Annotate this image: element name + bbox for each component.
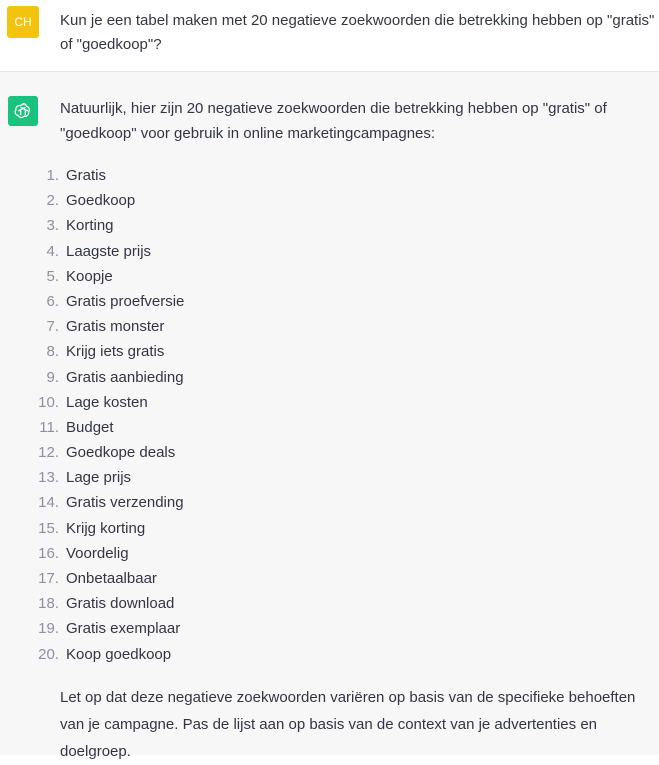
assistant-intro-text: Natuurlijk, hier zijn 20 negatieve zoekwoorden die betrekking hebben op "gratis" of "goedkoop" voor gebruik in online marketingcampagnes: xyxy=(60,100,607,142)
keyword-list xyxy=(0,163,659,667)
user-message-row xyxy=(0,0,659,72)
list-item-label: Goedkope deals xyxy=(66,444,176,462)
list-item-number: 12. xyxy=(38,444,59,462)
list-item-label: Krijg korting xyxy=(66,519,146,537)
list-item-number: 7. xyxy=(46,318,59,336)
list-item-label: Lage kosten xyxy=(66,393,148,411)
list-item-label: Gratis xyxy=(66,167,107,184)
list-item xyxy=(0,289,659,314)
list-item xyxy=(0,213,659,238)
list-item-number: 9. xyxy=(46,368,59,386)
list-item-number: 16. xyxy=(38,544,59,562)
list-item xyxy=(0,566,659,591)
list-item-label: Korting xyxy=(66,217,114,235)
list-item-label: Krijg iets gratis xyxy=(66,343,165,361)
user-message-text: Kun je een tabel maken met 20 negatieve zoekwoorden die betrekking hebben op "gratis" of "goedkoop"? xyxy=(60,12,655,53)
list-item-label: Gratis proefversie xyxy=(66,292,185,310)
assistant-outro-text: Let op dat deze negatieve zoekwoorden variëren op basis van de specifieke behoeften van je campagne. Pas de lijst aan op basis van de context van je advertenties en doelgroep. xyxy=(60,689,636,760)
list-item-number: 8. xyxy=(46,343,59,361)
user-avatar: CH xyxy=(7,6,39,38)
list-item-number: 19. xyxy=(38,620,59,638)
list-item-label: Koop goedkoop xyxy=(66,645,172,663)
list-item xyxy=(0,465,659,490)
list-item-label: Goedkoop xyxy=(66,192,136,210)
list-item xyxy=(0,490,659,515)
list-item xyxy=(0,339,659,364)
list-item-label: Voordelig xyxy=(66,544,129,562)
list-item xyxy=(0,239,659,264)
list-item-number: 2. xyxy=(46,192,59,210)
list-item-number: 13. xyxy=(38,469,59,487)
list-item-number: 18. xyxy=(38,595,59,613)
list-item-label: Lage prijs xyxy=(66,469,132,487)
list-item-number: 6. xyxy=(46,292,59,310)
openai-logo-icon xyxy=(13,101,33,121)
assistant-avatar xyxy=(8,96,38,126)
list-item xyxy=(0,642,659,667)
list-item-number: 4. xyxy=(46,242,59,260)
list-item xyxy=(0,616,659,641)
list-item xyxy=(0,591,659,616)
list-item xyxy=(0,440,659,465)
list-item-number: 1. xyxy=(46,167,59,184)
list-item xyxy=(0,188,659,213)
list-item-label: Gratis exemplaar xyxy=(66,620,181,638)
list-item xyxy=(0,163,659,188)
list-item xyxy=(0,390,659,415)
list-item xyxy=(0,541,659,566)
list-item-number: 15. xyxy=(38,519,59,537)
list-item-number: 3. xyxy=(46,217,59,235)
list-item-number: 5. xyxy=(46,267,59,285)
assistant-message-row xyxy=(0,72,659,760)
list-item-label: Gratis monster xyxy=(66,318,165,336)
list-item-number: 20. xyxy=(38,645,59,663)
list-item xyxy=(0,264,659,289)
list-item-label: Laagste prijs xyxy=(66,242,152,260)
list-item xyxy=(0,365,659,390)
list-item xyxy=(0,415,659,440)
list-item-label: Gratis verzending xyxy=(66,494,184,512)
list-item-label: Gratis aanbieding xyxy=(66,368,184,386)
list-item-label: Onbetaalbaar xyxy=(66,570,157,587)
list-item xyxy=(0,516,659,541)
list-item-number: 11. xyxy=(39,418,59,436)
list-item-label: Budget xyxy=(66,418,114,436)
list-item xyxy=(0,314,659,339)
list-item-number: 10. xyxy=(38,393,59,411)
list-item-label: Gratis download xyxy=(66,595,175,613)
list-item-number: 14. xyxy=(38,494,59,512)
list-item-number: 17. xyxy=(38,570,59,587)
list-item-label: Koopje xyxy=(66,267,113,285)
